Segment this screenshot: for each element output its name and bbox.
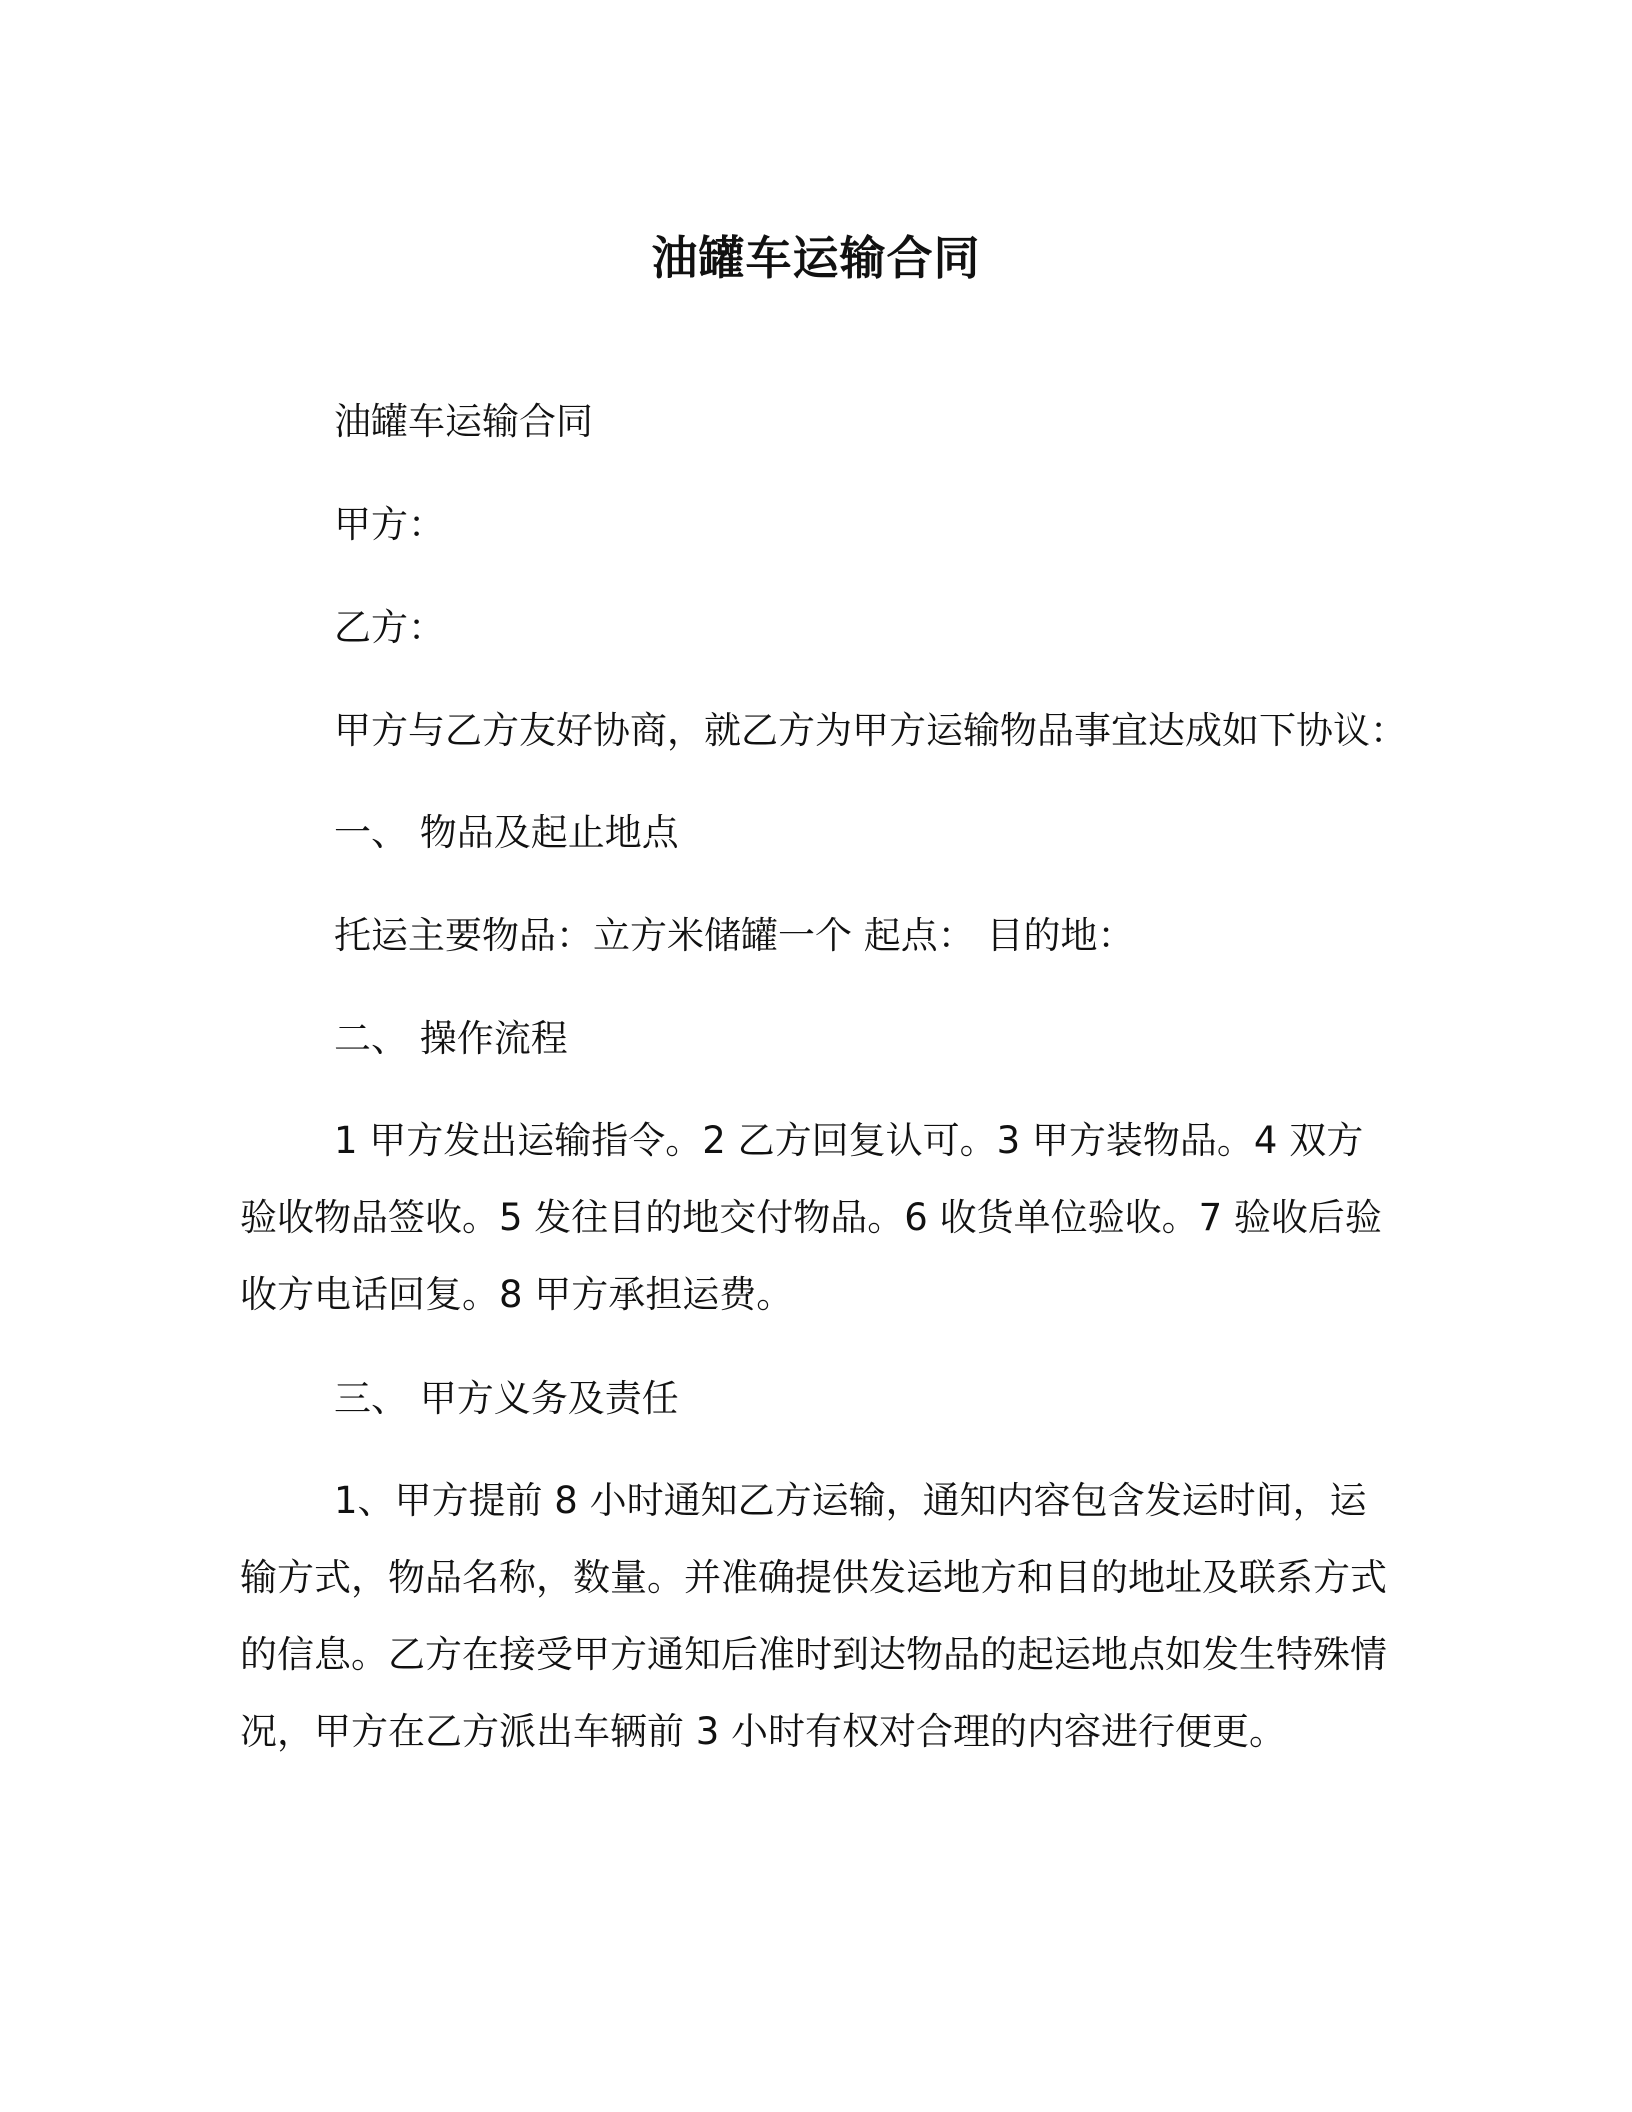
- party-a-label: 甲方：: [334, 503, 445, 546]
- section1-heading: 一、 物品及起止地点: [334, 811, 679, 854]
- document-title: 油罐车运输合同: [651, 231, 981, 285]
- section2-body: 1 甲方发出运输指令。2 乙方回复认可。3 甲方装物品。4 双方验收物品签收。5 发往目的地交付物品。6 收货单位验收。7 验收后验收方电话回复。8 甲方承担运费。: [240, 1119, 1382, 1316]
- section3-body: 1、甲方提前 8 小时通知乙方运输，通知内容包含发运时间，运输方式，物品名称，数量。并准确提供发运地方和目的地址及联系方式的信息。乙方在接受甲方通知后准时到达物品的起运地点如发生特殊情况，甲方在乙方派出车辆前 3 小时有权对合理的内容进行便更。: [240, 1479, 1387, 1753]
- contract-subtitle: 油罐车运输合同: [334, 400, 593, 443]
- section2-heading: 二、 操作流程: [334, 1017, 568, 1060]
- intro-text: 甲方与乙方友好协商，就乙方为甲方运输物品事宜达成如下协议：: [334, 709, 1407, 752]
- section1-body: 托运主要物品：立方米储罐一个 起点： 目的地：: [334, 914, 1135, 957]
- party-b-label: 乙方：: [334, 606, 445, 649]
- section3-heading: 三、 甲方义务及责任: [334, 1377, 679, 1420]
